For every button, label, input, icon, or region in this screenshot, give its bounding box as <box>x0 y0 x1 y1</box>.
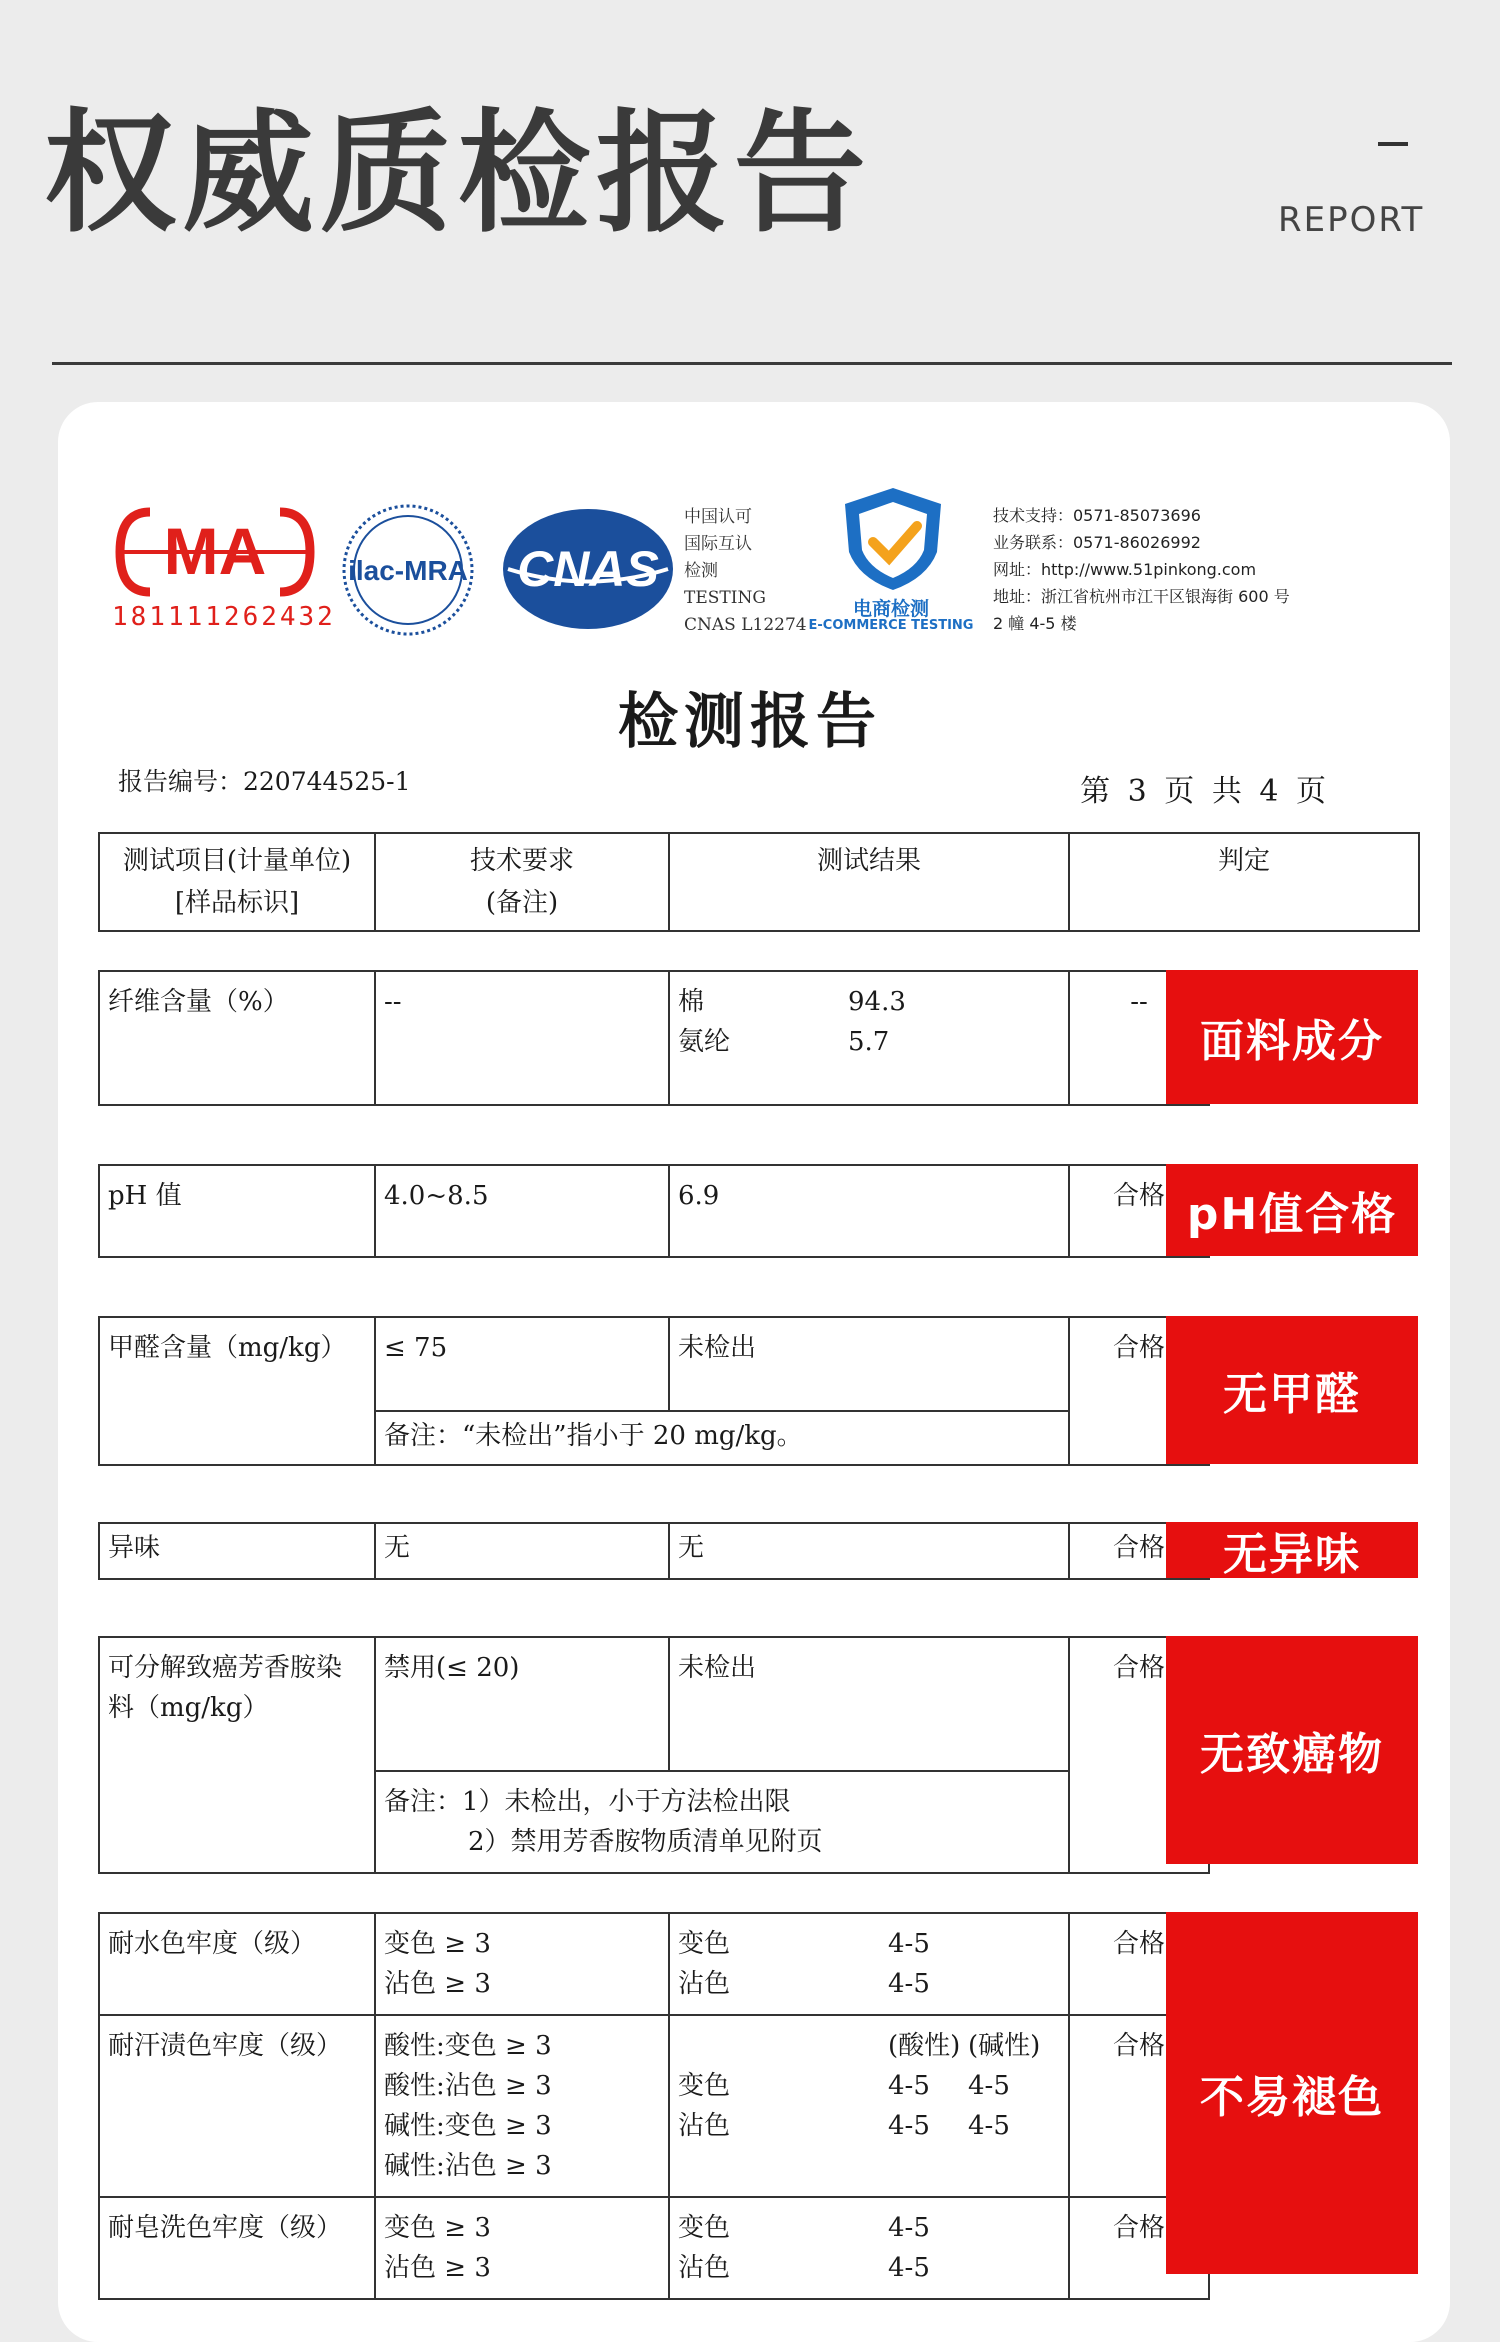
formaldehyde-note: 备注：“未检出”指小于 20 mg/kg。 <box>375 1411 1069 1465</box>
azo-verdict: 合格 <box>1069 1637 1209 1873</box>
soap-requirement: 变色 ≥ 3 沾色 ≥ 3 <box>375 2197 669 2299</box>
ph-item: pH 值 <box>99 1165 375 1257</box>
shield-caption-en: E-COMMERCE TESTING <box>808 618 974 633</box>
report-number: 报告编号：220744525-1 <box>118 767 411 796</box>
water-result: 变色 4-5 沾色 4-5 <box>669 1913 1069 2015</box>
header-requirement: 技术要求 (备注) <box>375 833 669 931</box>
row-odor <box>98 1522 1210 1580</box>
formaldehyde-verdict: 合格 <box>1069 1317 1209 1465</box>
azo-result: 未检出 <box>669 1637 1069 1771</box>
water-verdict: 合格 <box>1069 1913 1209 2015</box>
soap-result: 变色 4-5 沾色 4-5 <box>669 2197 1069 2299</box>
odor-item: 异味 <box>99 1523 375 1579</box>
ph-requirement: 4.0~8.5 <box>375 1165 669 1257</box>
contact-line: 网址：http://www.51pinkong.com <box>993 560 1257 579</box>
contact-line: 业务联系：0571-86026992 <box>993 533 1201 552</box>
ilac-mra-logo <box>338 500 478 640</box>
shield-caption-cn: 电商检测 <box>852 598 929 620</box>
cnas-line: 中国认可 <box>684 507 752 527</box>
cnas-line: CNAS L12274 <box>684 615 807 635</box>
lab-contact <box>993 502 1290 637</box>
cnas-line: 国际互认 <box>684 534 752 554</box>
azo-requirement: 禁用(≤ 20) <box>375 1637 669 1771</box>
fiber-result: 棉 94.3 氨纶 5.7 <box>669 971 1069 1105</box>
sweat-result: (酸性) (碱性) 变色 4-5 4-5 沾色 4-5 4-5 <box>669 2015 1069 2197</box>
badge-fabric: 面料成分 <box>1166 970 1418 1104</box>
contact-line: 地址：浙江省杭州市江干区银海街 600 号 <box>993 587 1290 606</box>
results-table-header <box>98 832 1420 932</box>
header-dash <box>1378 142 1408 146</box>
cnas-logo <box>498 504 678 634</box>
sweat-item: 耐汗渍色牢度（级） <box>99 2015 375 2197</box>
row-formaldehyde <box>98 1316 1210 1466</box>
badge-no-carcinogen: 无致癌物 <box>1166 1636 1418 1864</box>
fiber-item: 纤维含量（%） <box>99 971 375 1105</box>
ecommerce-shield-icon <box>823 482 963 594</box>
badge-no-odor: 无异味 <box>1166 1522 1418 1578</box>
header-result: 测试结果 <box>669 833 1069 931</box>
cnas-line: 检测 <box>684 561 718 581</box>
report-subtitle: REPORT <box>1278 200 1425 240</box>
soap-item: 耐皂洗色牢度（级） <box>99 2197 375 2299</box>
formaldehyde-requirement: ≤ 75 <box>375 1317 669 1411</box>
azo-note: 备注：1）未检出，小于方法检出限 2）禁用芳香胺物质清单见附页 <box>375 1771 1069 1873</box>
cnas-text: CNAS <box>517 541 659 597</box>
azo-item: 可分解致癌芳香胺染料（mg/kg） <box>99 1637 375 1873</box>
page-title: 权威质检报告 <box>44 97 872 251</box>
sweat-verdict: 合格 <box>1069 2015 1209 2197</box>
fiber-requirement: -- <box>375 971 669 1105</box>
badge-ph: pH值合格 <box>1166 1164 1418 1256</box>
soap-verdict: 合格 <box>1069 2197 1209 2299</box>
row-fiber <box>98 970 1210 1106</box>
header-test-item: 测试项目(计量单位) [样品标识] <box>99 833 375 931</box>
ph-result: 6.9 <box>669 1165 1069 1257</box>
contact-line: 2 幢 4-5 楼 <box>993 614 1077 633</box>
badge-colorfast: 不易褪色 <box>1166 1912 1418 2274</box>
header-verdict: 判定 <box>1069 833 1419 931</box>
odor-verdict: 合格 <box>1069 1523 1209 1579</box>
header-divider <box>52 362 1452 365</box>
contact-line: 技术支持：0571-85073696 <box>993 506 1201 525</box>
cma-text: MA <box>163 514 267 588</box>
fiber-verdict: -- <box>1069 971 1209 1105</box>
sweat-requirement: 酸性:变色 ≥ 3 酸性:沾色 ≥ 3 碱性:变色 ≥ 3 碱性:沾色 ≥ 3 <box>375 2015 669 2197</box>
row-ph <box>98 1164 1210 1258</box>
formaldehyde-result: 未检出 <box>669 1317 1069 1411</box>
cnas-caption <box>684 504 807 639</box>
ph-verdict: 合格 <box>1069 1165 1209 1257</box>
ilac-text: ilac-MRA <box>348 555 468 586</box>
certification-logos <box>58 402 1450 662</box>
odor-result: 无 <box>669 1523 1069 1579</box>
cma-logo <box>110 502 320 602</box>
cnas-line: TESTING <box>684 588 766 608</box>
document-title: 检测报告 <box>618 687 882 757</box>
badge-no-formaldehyde: 无甲醛 <box>1166 1316 1418 1464</box>
row-azo <box>98 1636 1210 1874</box>
cma-number: 181111262432 <box>112 602 336 632</box>
page-number: 第 3 页 共 4 页 <box>1080 774 1330 809</box>
water-requirement: 变色 ≥ 3 沾色 ≥ 3 <box>375 1913 669 2015</box>
formaldehyde-item: 甲醛含量（mg/kg） <box>99 1317 375 1465</box>
report-card <box>58 402 1450 2342</box>
odor-requirement: 无 <box>375 1523 669 1579</box>
water-item: 耐水色牢度（级） <box>99 1913 375 2015</box>
row-fastness-group <box>98 1912 1210 2300</box>
